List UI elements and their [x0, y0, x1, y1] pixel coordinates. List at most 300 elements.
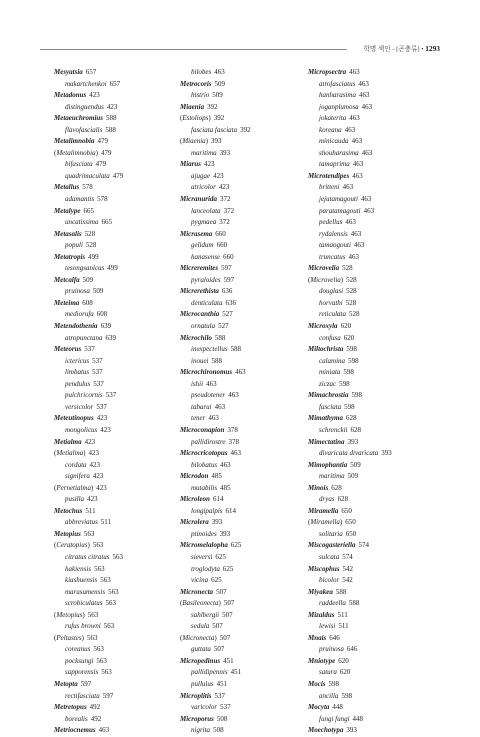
page-ref: 598 [348, 356, 359, 365]
index-species-entry [54, 460, 182, 472]
page-ref: 657 [109, 79, 121, 88]
index-species-entry [308, 379, 436, 391]
page-ref: 392 [213, 114, 225, 123]
page-ref: 597 [223, 275, 235, 284]
taxon-name: rectifasciata [65, 691, 100, 700]
taxon-name: Meteutinopus [54, 414, 94, 423]
taxon-name: Metadonus [54, 91, 87, 100]
index-genus-entry [54, 529, 182, 541]
page-ref: 537 [220, 703, 231, 712]
index-genus-entry [54, 506, 182, 518]
page-ref: 463 [361, 148, 373, 157]
index-genus-entry [54, 113, 182, 125]
running-header [40, 42, 440, 56]
taxon-name: pullulus [191, 679, 214, 688]
taxon-name: fungi fungi [319, 714, 350, 723]
page-ref: 479 [112, 171, 124, 180]
taxon-name: (Miaenia) [180, 137, 209, 146]
page-ref: 639 [105, 333, 116, 342]
page-ref: 588 [214, 333, 226, 342]
page-ref: 463 [230, 449, 241, 458]
page-ref: 598 [343, 368, 354, 377]
index-species-entry [54, 333, 182, 345]
page-ref: 511 [100, 518, 112, 527]
index-species-entry [54, 494, 182, 506]
index-genus-entry [180, 79, 308, 91]
page-ref: 463 [353, 241, 365, 250]
page-ref: 463 [342, 183, 354, 192]
index-species-entry [180, 252, 308, 264]
index-species-entry [54, 575, 182, 587]
index-species-entry [54, 564, 182, 576]
taxon-name: Metatropis [54, 252, 86, 261]
index-genus-entry [180, 448, 308, 460]
taxon-name: denticulata [191, 298, 223, 307]
taxon-name: (Pernetialma) [54, 483, 94, 492]
page-ref: 537 [92, 356, 103, 365]
page-ref: 528 [342, 264, 353, 273]
taxon-name: ictericus [65, 356, 90, 365]
index-species-entry [308, 206, 436, 218]
subgenus-name: Basileonecta [182, 599, 219, 608]
index-species-entry [308, 113, 436, 125]
taxon-name: Microxyla [308, 322, 338, 331]
page-ref: 463 [214, 402, 226, 411]
index-subgenus-entry [54, 633, 182, 645]
index-species-entry [308, 309, 436, 321]
taxon-name: Microplitis [180, 691, 212, 700]
index-species-entry [180, 667, 308, 679]
index-genus-entry [54, 437, 182, 449]
page-ref: 479 [97, 137, 108, 146]
index-genus-entry [308, 263, 436, 275]
taxon-name: citratus citratus [65, 552, 110, 561]
taxon-name: Micronecta [180, 587, 214, 596]
index-species-entry [54, 240, 182, 252]
subgenus-name: Estoliops [182, 114, 209, 123]
index-species-entry [180, 552, 308, 564]
taxon-name: nigrita [191, 726, 211, 735]
index-genus-entry [180, 309, 308, 321]
page-ref: 479 [95, 160, 107, 169]
page-ref: 463 [348, 252, 359, 261]
taxon-name: hakiensis [65, 564, 92, 573]
taxon-name: pedellus [319, 218, 343, 227]
taxon-name: Microlera [180, 518, 209, 527]
page-ref: 423 [204, 160, 215, 169]
taxon-name: satura [319, 668, 337, 677]
page-ref: 608 [96, 310, 108, 319]
taxon-name: horvathi [319, 298, 343, 307]
page-ref: 393 [347, 437, 359, 446]
taxon-name: mutabilis [191, 483, 218, 492]
subgenus-name: Miramella [310, 518, 340, 527]
page-ref: 463 [344, 125, 356, 134]
taxon-name: ancilla [319, 691, 339, 700]
index-subgenus-entry [54, 148, 182, 160]
index-species-entry [180, 529, 308, 541]
page-ref: 528 [346, 287, 357, 296]
subgenus-name: Pernetialma [56, 483, 91, 492]
page-ref: 463 [352, 160, 364, 169]
taxon-name: britteni [319, 183, 340, 192]
page-ref: 537 [105, 391, 117, 400]
page-ref: 463 [214, 68, 225, 76]
index-genus-entry [54, 413, 182, 425]
page-ref: 597 [80, 679, 92, 688]
page-ref: 463 [220, 460, 231, 469]
page-ref: 537 [214, 691, 226, 700]
taxon-name: Metopius [54, 529, 81, 538]
taxon-name: pyraloides [191, 275, 221, 284]
index-species-entry [54, 217, 182, 229]
taxon-name: quadrimaculata [65, 171, 110, 180]
page-ref: 628 [350, 425, 362, 434]
index-genus-entry [308, 483, 436, 495]
subgenus-name: Peltastes [56, 633, 82, 642]
taxon-name: Microvelia [308, 264, 340, 273]
index-species-entry [54, 691, 182, 703]
page-ref: 563 [83, 529, 95, 538]
taxon-name: Microdon [180, 472, 209, 481]
page-ref: 423 [89, 460, 101, 469]
page-ref: 485 [211, 472, 222, 481]
taxon-name: tamaogouti [319, 241, 351, 250]
page-ref: 463 [360, 195, 372, 204]
index-species-entry [180, 390, 308, 402]
taxon-name: Miscogasteriella [308, 541, 356, 550]
taxon-name: Miscophus [308, 564, 340, 573]
page-ref: 423 [87, 495, 98, 504]
taxon-name: Micromelalopha [180, 541, 228, 550]
index-species-entry [54, 552, 182, 564]
taxon-name: Mnais [308, 633, 327, 642]
taxon-name: bilobatus [191, 460, 218, 469]
taxon-name: Metriocnemus [54, 726, 96, 735]
page-ref: 507 [222, 610, 233, 619]
taxon-name: (Peltastes) [54, 633, 84, 642]
page-ref: 508 [213, 726, 224, 735]
taxon-name: histrio [191, 91, 210, 100]
taxon-name: pseudotener [191, 391, 226, 400]
subgenus-name: Metalimnobia [56, 148, 96, 157]
taxon-name: troglodyta [191, 564, 220, 573]
page-ref: 650 [341, 506, 352, 515]
index-genus-entry [54, 136, 182, 148]
taxon-name: (Ceratopius) [54, 541, 90, 550]
taxon-name: Metopta [54, 679, 78, 688]
taxon-name: Miaenia [180, 102, 205, 111]
page-ref: 423 [96, 483, 107, 492]
taxon-name: Micropedinus [180, 656, 221, 665]
page-ref: 507 [219, 633, 231, 642]
taxon-name: Metalimnobia [54, 137, 95, 146]
index-species-entry [54, 263, 182, 275]
index-species-entry [180, 679, 308, 691]
index-species-entry [54, 714, 182, 726]
index-species-entry [308, 125, 436, 137]
page-ref: 628 [346, 414, 357, 423]
page-ref: 451 [216, 679, 228, 688]
index-species-entry [54, 644, 182, 656]
index-genus-entry [180, 691, 308, 703]
index-genus-entry [308, 437, 436, 449]
page-ref: 485 [220, 483, 231, 492]
index-species-entry [180, 344, 308, 356]
taxon-name: divaricata divaricata [319, 449, 379, 458]
taxon-name: cordata [65, 460, 87, 469]
index-species-entry [54, 102, 182, 114]
taxon-name: makartchenkoi [65, 79, 107, 88]
index-species-entry [54, 79, 182, 91]
subgenus-name: Metopius [56, 610, 83, 619]
page-ref: 423 [96, 414, 108, 423]
page-ref: 463 [349, 68, 360, 76]
index-species-entry [308, 598, 436, 610]
taxon-name: (Metialma) [54, 449, 86, 458]
taxon-name: Microconapion [180, 425, 225, 434]
taxon-name: Meteorus [54, 345, 82, 354]
index-subgenus-entry [308, 517, 436, 529]
taxon-name: guttata [191, 645, 211, 654]
taxon-name: gelidum [191, 241, 214, 250]
index-species-entry [54, 390, 182, 402]
taxon-name: coreanus [65, 645, 91, 654]
page-ref: 578 [82, 183, 93, 192]
index-genus-entry [180, 286, 308, 298]
index-genus-entry [308, 679, 436, 691]
taxon-name: distinguendus [65, 102, 104, 111]
page-ref: 588 [335, 587, 347, 596]
index-genus-entry [308, 702, 436, 714]
taxon-name: Mocis [308, 679, 326, 688]
index-species-entry [54, 379, 182, 391]
header-run [363, 42, 440, 57]
index-species-entry [54, 621, 182, 633]
index-genus-entry [308, 460, 436, 472]
index-species-entry [308, 367, 436, 379]
index-species-entry [180, 217, 308, 229]
index-species-entry [180, 437, 308, 449]
taxon-name: Metrocoris [180, 79, 212, 88]
taxon-name: Meteima [54, 298, 80, 307]
page-ref: 563 [103, 622, 115, 631]
index-genus-entry [180, 229, 308, 241]
index-subgenus-entry [54, 448, 182, 460]
taxon-name: Microcricotopus [180, 449, 228, 458]
page-ref: 479 [100, 148, 112, 157]
page-ref: 463 [363, 206, 375, 215]
page-ref: 507 [223, 599, 235, 608]
taxon-name: Miarus [180, 160, 202, 169]
page-ref: 508 [216, 714, 228, 723]
index-species-entry [308, 425, 436, 437]
page-ref: 463 [206, 379, 217, 388]
index-species-entry [180, 321, 308, 333]
page-ref: 509 [214, 79, 225, 88]
page-ref: 574 [358, 541, 369, 550]
page-ref: 614 [212, 495, 224, 504]
page-ref: 463 [349, 114, 360, 123]
taxon-name: versicolor [65, 402, 94, 411]
taxon-name: minicauda [319, 137, 349, 146]
index-species-entry [54, 309, 182, 321]
index-species-entry [308, 552, 436, 564]
taxon-name: varicolor [191, 703, 218, 712]
page-ref: 463 [345, 218, 356, 227]
index-species-entry [54, 656, 182, 668]
index-species-entry [180, 206, 308, 218]
taxon-name: Metalype [54, 206, 81, 215]
taxon-name: flavofascialis [65, 125, 103, 134]
subgenus-name: Microvelia [310, 275, 341, 284]
index-species-entry [308, 494, 436, 506]
page-ref: 537 [92, 368, 103, 377]
index-subgenus-entry [180, 136, 308, 148]
page-ref: 665 [101, 218, 112, 227]
taxon-name: atropunctana [65, 333, 103, 342]
taxon-name: tener [191, 414, 206, 423]
page-ref: 563 [100, 576, 111, 585]
taxon-name: sedula [191, 622, 210, 631]
page-ref: 463 [228, 391, 239, 400]
taxon-name: bicolor [319, 576, 340, 585]
taxon-name: bilobes [191, 68, 212, 76]
index-genus-entry [54, 252, 182, 264]
index-genus-entry [308, 564, 436, 576]
index-genus-entry [54, 182, 182, 194]
taxon-name: uncatissima [65, 218, 99, 227]
taxon-name: dryas [319, 495, 335, 504]
page-ref: 392 [207, 102, 218, 111]
taxon-name: (Micronecta) [180, 633, 217, 642]
index-species-entry [180, 564, 308, 576]
taxon-name: Micrasema [180, 229, 213, 238]
index-species-entry [308, 182, 436, 194]
header-bullet: • [421, 46, 424, 53]
page-ref: 646 [329, 633, 340, 642]
index-genus-entry [180, 656, 308, 668]
page-ref: 597 [221, 264, 232, 273]
index-species-entry [54, 125, 182, 137]
page-ref: 423 [92, 472, 104, 481]
page-ref: 660 [215, 229, 226, 238]
taxon-name: (Basileonecta) [180, 599, 221, 608]
page-ref: 499 [107, 264, 118, 273]
taxon-name: Mimectatina [308, 437, 345, 446]
index-genus-entry [180, 471, 308, 483]
index-species-entry [54, 194, 182, 206]
taxon-name: confusa [319, 333, 341, 342]
page-ref: 463 [351, 137, 363, 146]
taxon-name: tamaprima [319, 160, 350, 169]
taxon-name: Miltochrista [308, 345, 344, 354]
index-column-2 [180, 67, 308, 737]
taxon-name: Micreremites [180, 264, 219, 273]
index-species-entry [180, 182, 308, 194]
page-ref: 625 [230, 541, 242, 550]
page-ref: 650 [345, 529, 357, 538]
page-ref: 448 [332, 703, 343, 712]
taxon-name: pocksungi [65, 656, 94, 665]
page-ref: 509 [82, 275, 94, 284]
page-ref: 588 [230, 345, 242, 354]
taxon-name: Metaeuchromius [54, 114, 104, 123]
page-ref: 563 [101, 668, 112, 677]
page-ref: 423 [213, 171, 224, 180]
page-ref: 528 [346, 275, 357, 284]
index-species-entry [308, 644, 436, 656]
taxon-name: pendulus [65, 379, 91, 388]
page-ref: 451 [223, 656, 234, 665]
page-ref: 392 [240, 125, 251, 134]
index-species-entry [180, 148, 308, 160]
taxon-name: Mocyta [308, 703, 330, 712]
page-ref: 537 [96, 402, 107, 411]
taxon-name: Microcanthia [180, 310, 220, 319]
page-ref: 423 [218, 183, 230, 192]
taxon-name: Mimachrostia [308, 391, 349, 400]
index-species-entry [180, 90, 308, 102]
taxon-name: fasciata fasciata [191, 125, 238, 134]
taxon-name: rydalensis [319, 229, 348, 238]
taxon-name: Miyakea [308, 587, 333, 596]
index-genus-entry [54, 229, 182, 241]
page-ref: 393 [219, 148, 231, 157]
subgenus-name: Micronecta [182, 633, 215, 642]
index-species-entry [180, 644, 308, 656]
index-species-entry [308, 217, 436, 229]
page-ref: 507 [213, 645, 225, 654]
page-ref: 372 [223, 206, 235, 215]
page-ref: 448 [352, 714, 364, 723]
page-ref: 657 [85, 68, 97, 76]
page-ref: 393 [381, 449, 392, 458]
page-ref: 588 [348, 599, 360, 608]
index-species-entry [308, 298, 436, 310]
index-genus-entry [54, 90, 182, 102]
page-ref: 393 [211, 518, 223, 527]
page-ref: 598 [328, 679, 339, 688]
index-species-entry [308, 252, 436, 264]
index-species-entry [54, 159, 182, 171]
index-genus-entry [180, 714, 308, 726]
page-ref: 509 [212, 91, 223, 100]
index-column-3 [308, 67, 436, 737]
page-ref: 563 [93, 645, 104, 654]
page-ref: 563 [94, 564, 105, 573]
page-ref: 563 [112, 552, 124, 561]
page-ref: 660 [223, 252, 234, 261]
page-ref: 578 [97, 195, 108, 204]
taxon-name: Micranurida [180, 195, 217, 204]
index-genus-entry [54, 206, 182, 218]
index-species-entry [308, 90, 436, 102]
page-ref: 423 [106, 102, 118, 111]
taxon-name: Miramella [308, 506, 339, 515]
page-ref: 511 [338, 622, 349, 631]
index-species-entry [180, 610, 308, 622]
index-species-entry [308, 575, 436, 587]
header-title: 학명 색인 - [곤충류] [363, 46, 420, 53]
index-species-entry [308, 159, 436, 171]
index-species-entry [308, 240, 436, 252]
taxon-name: maritima [191, 148, 217, 157]
index-genus-entry [54, 67, 182, 79]
page-ref: 537 [93, 379, 104, 388]
taxon-name: tesongsanicus [65, 264, 105, 273]
index-species-entry [308, 79, 436, 91]
